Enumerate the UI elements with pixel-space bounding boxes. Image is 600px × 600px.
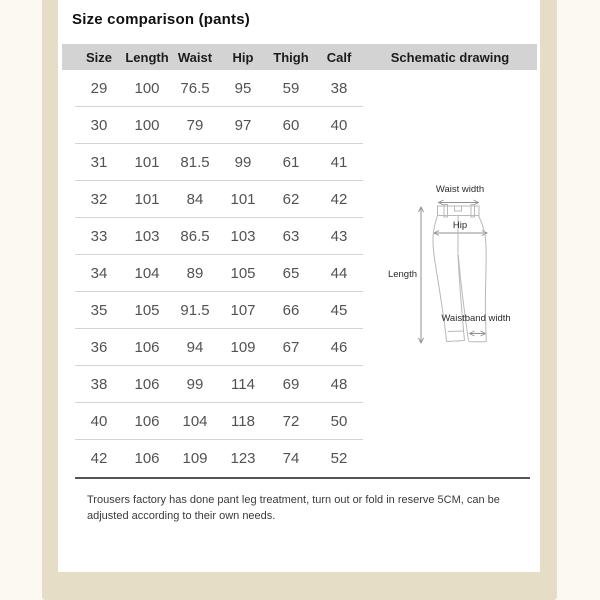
column-header: Length: [125, 49, 169, 65]
table-cell: 34: [90, 264, 108, 282]
column-header: Thigh: [273, 49, 309, 65]
table-cell: 65: [282, 264, 300, 282]
table-cell: 97: [234, 116, 252, 134]
left-hem: [447, 341, 465, 342]
table-cell: 33: [90, 227, 108, 245]
table-cell: 69: [282, 375, 300, 393]
table-cell: 100: [134, 79, 160, 97]
table-cell: 31: [90, 153, 108, 171]
table-cell: 63: [282, 227, 300, 245]
table-cell: 36: [90, 338, 108, 356]
waistband-width-label: Waistband width: [441, 313, 511, 324]
waistband-clasp: [455, 206, 462, 211]
table-cell: 38: [90, 375, 108, 393]
table-cell: 61: [282, 153, 300, 171]
table-cell: 103: [230, 227, 256, 245]
table-row: [75, 181, 363, 218]
column-header: Calf: [326, 49, 352, 65]
table-cell: 109: [182, 450, 208, 467]
table-cell: 106: [134, 450, 160, 467]
table-header-row: [62, 44, 537, 70]
table-cell: 101: [134, 153, 160, 171]
table-cell: 103: [134, 227, 160, 245]
table-cell: 66: [282, 301, 300, 319]
table-cell: 84: [186, 190, 204, 208]
table-cell: 29: [90, 79, 108, 97]
table-cell: 35: [90, 301, 108, 319]
table-cell: 101: [230, 190, 256, 208]
table-cell: 74: [282, 450, 300, 467]
table-cell: 123: [230, 450, 256, 467]
column-header: Size: [85, 49, 112, 65]
table-row: [75, 440, 363, 477]
table-cell: 43: [330, 227, 348, 245]
table-row: [75, 218, 363, 255]
table-cell: 106: [134, 412, 160, 430]
table-cell: 67: [282, 338, 300, 356]
table-cell: 104: [134, 264, 160, 282]
column-header: Hip: [232, 49, 254, 65]
table-cell: 99: [186, 375, 204, 393]
table-cell: 99: [234, 153, 252, 171]
table-cell: 59: [282, 79, 300, 97]
header-cells: [62, 50, 363, 65]
table-cell: 32: [90, 190, 108, 208]
footer-note: [87, 492, 547, 524]
table-cell: 91.5: [180, 301, 210, 319]
table-cell: 118: [231, 412, 255, 430]
length-label: Length: [387, 269, 417, 280]
table-cell: 109: [230, 338, 256, 356]
table-row: [75, 329, 363, 366]
table-cell: 46: [330, 338, 348, 356]
table-cell: 42: [330, 190, 348, 208]
table-cell: 114: [231, 375, 255, 393]
pants-diagram: [365, 180, 540, 355]
table-cell: 107: [230, 301, 256, 319]
table-cell: 89: [186, 264, 204, 282]
table-cell: 48: [330, 375, 348, 393]
hip-label: Hip: [452, 220, 468, 231]
column-header: Waist: [177, 49, 213, 65]
table-cell: 72: [282, 412, 300, 430]
table-cell: 30: [90, 116, 108, 134]
table-cell: 62: [282, 190, 300, 208]
table-row: [75, 292, 363, 329]
table-cell: 40: [90, 412, 108, 430]
table-cell: 104: [182, 412, 208, 430]
table-cell: 95: [234, 79, 252, 97]
table-cell: 41: [330, 153, 348, 171]
table-cell: 106: [134, 338, 160, 356]
left-cuff-line: [448, 331, 464, 332]
table-cell: 106: [134, 375, 160, 393]
table-cell: 45: [330, 301, 348, 319]
footer-line: adjusted according to their own needs.: [87, 510, 276, 522]
table-cell: 60: [282, 116, 300, 134]
table-cell: 50: [330, 412, 348, 430]
table-row: [75, 107, 363, 144]
table-row: [75, 144, 363, 181]
table-bottom-border: [75, 477, 530, 479]
table-cell: 86.5: [180, 227, 210, 245]
table-cell: 40: [330, 116, 348, 134]
table-cell: 101: [134, 190, 160, 208]
table-row: [75, 403, 363, 440]
table-cell: 76.5: [180, 79, 210, 97]
table-cell: 44: [330, 264, 348, 282]
schematic-column-header: Schematic drawing: [390, 49, 510, 65]
table-cell: 105: [134, 301, 160, 319]
waist-width-label: Waist width: [435, 184, 485, 195]
table-row: [75, 366, 363, 403]
table-cell: 52: [330, 450, 348, 467]
table-row: [75, 70, 363, 107]
table-cell: 79: [186, 116, 204, 134]
table-cell: 94: [186, 338, 204, 356]
table-cell: 100: [134, 116, 160, 134]
table-row: [75, 255, 363, 292]
content-card: [58, 0, 540, 572]
table-cell: 42: [90, 450, 108, 467]
footer-line: Trousers factory has done pant leg treatment, turn out or fold in reserve 5CM, can be: [87, 494, 500, 506]
table-cell: 105: [230, 264, 256, 282]
table-cell: 38: [330, 79, 348, 97]
table-cell: 81.5: [180, 153, 210, 171]
schematic-drawing: [365, 180, 540, 355]
size-table-body: [75, 70, 363, 477]
page-title: Size comparison (pants): [72, 11, 250, 28]
